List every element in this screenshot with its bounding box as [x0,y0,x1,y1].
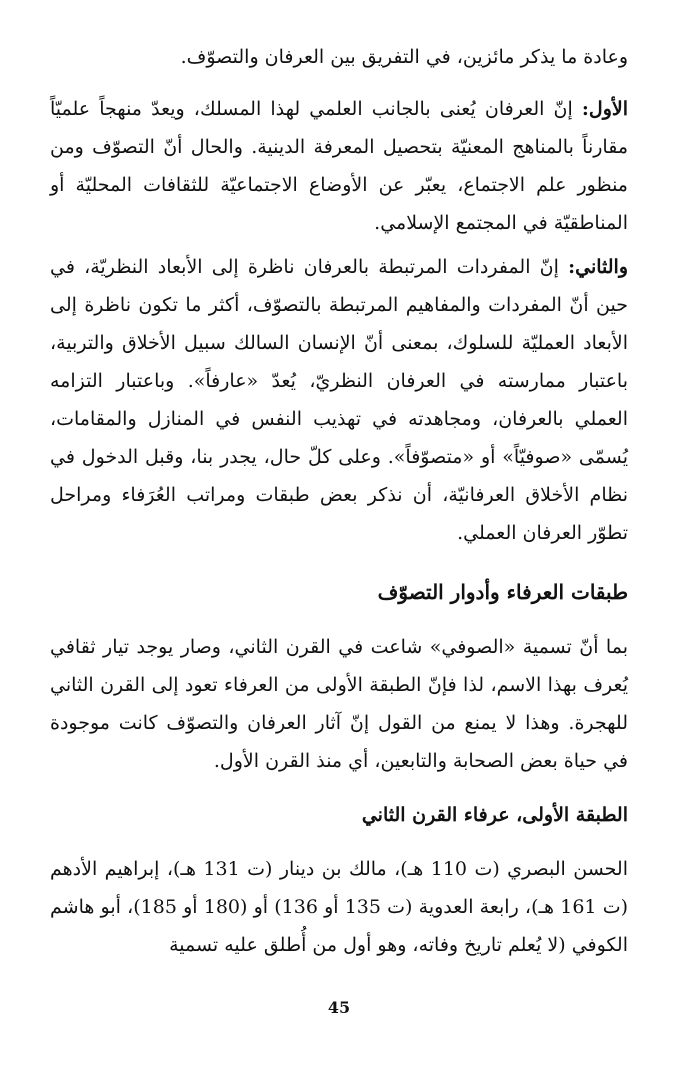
section-intro-paragraph [50,628,628,780]
section-intro-text: بما أنّ تسمية «الصوفي» شاعت في القرن الثاني، وصار يوجد تيار ثقافي يُعرف بهذا الاسم، لذا فإنّ الطبقة الأولى من العرفاء تعود إلى القرن الثاني للهجرة. وهذا لا يمنع من القول إنّ آثار العرفان والتصوّف كانت موجودة في حياة بعض الصحابة والتابعين، أي منذ القرن الأول. [50,636,628,772]
page-number: 45 [327,998,351,1017]
second-difference-paragraph [50,248,628,552]
first-lead: الأول: [581,98,628,120]
first-difference-paragraph [50,90,628,242]
names-text: الحسن البصري (ت 110 هـ)، مالك بن دينار (ت 131 هـ)، إبراهيم الأدهم (ت 161 هـ)، رابعة العدوية (ت 135 أو 136) أو (180 أو 185)، أبو هاشم الكوفي (لا يُعلم تاريخ وفاته، وهو أول من أُطلق عليه تسمية [50,858,628,956]
book-page [50,0,628,1069]
first-body: إنّ العرفان يُعنى بالجانب العلمي لهذا المسلك، ويعدّ منهجاً علميّاً مقارناً بالمناهج المعنيّة بتحصيل المعرفة الدينية. والحال أنّ التصوّف ومن منظور علم الاجتماع، يعبّر عن الأوضاع الاجتماعيّة للثقافات المحليّة أو المناطقيّة في المجتمع الإسلامي. [50,98,628,234]
intro-paragraph [50,38,628,76]
second-lead: والثاني: [568,256,628,278]
subsection-heading: الطبقة الأولى، عرفاء القرن الثاني [361,804,628,826]
second-body: إنّ المفردات المرتبطة بالعرفان ناظرة إلى الأبعاد النظريّة، في حين أنّ المفردات والمفاهيم المرتبطة بالتصوّف، أكثر ما تكون ناظرة إلى الأبعاد العمليّة للسلوك، بمعنى أنّ الإنسان السالك سبيل الأخلاق والتربية، باعتبار ممارسته في العرفان النظريّ، يُعدّ «عارفاً». وباعتبار التزامه العملي بالعرفان، ومجاهدته في تهذيب النفس في المنازل والمقامات، يُسمّى «صوفيّاً» أو «متصوّفاً». وعلى كلّ حال، يجدر بنا، وقبل الدخول في نظام الأخلاق العرفانيّة، أن نذكر بعض طبقات ومراتب العُرَفاء ومراحل تطوّر العرفان العملي. [50,256,628,544]
section-heading: طبقات العرفاء وأدوار التصوّف [377,580,628,604]
names-paragraph [50,850,628,964]
intro-text: وعادة ما يذكر مائزين، في التفريق بين العرفان والتصوّف. [180,46,628,68]
